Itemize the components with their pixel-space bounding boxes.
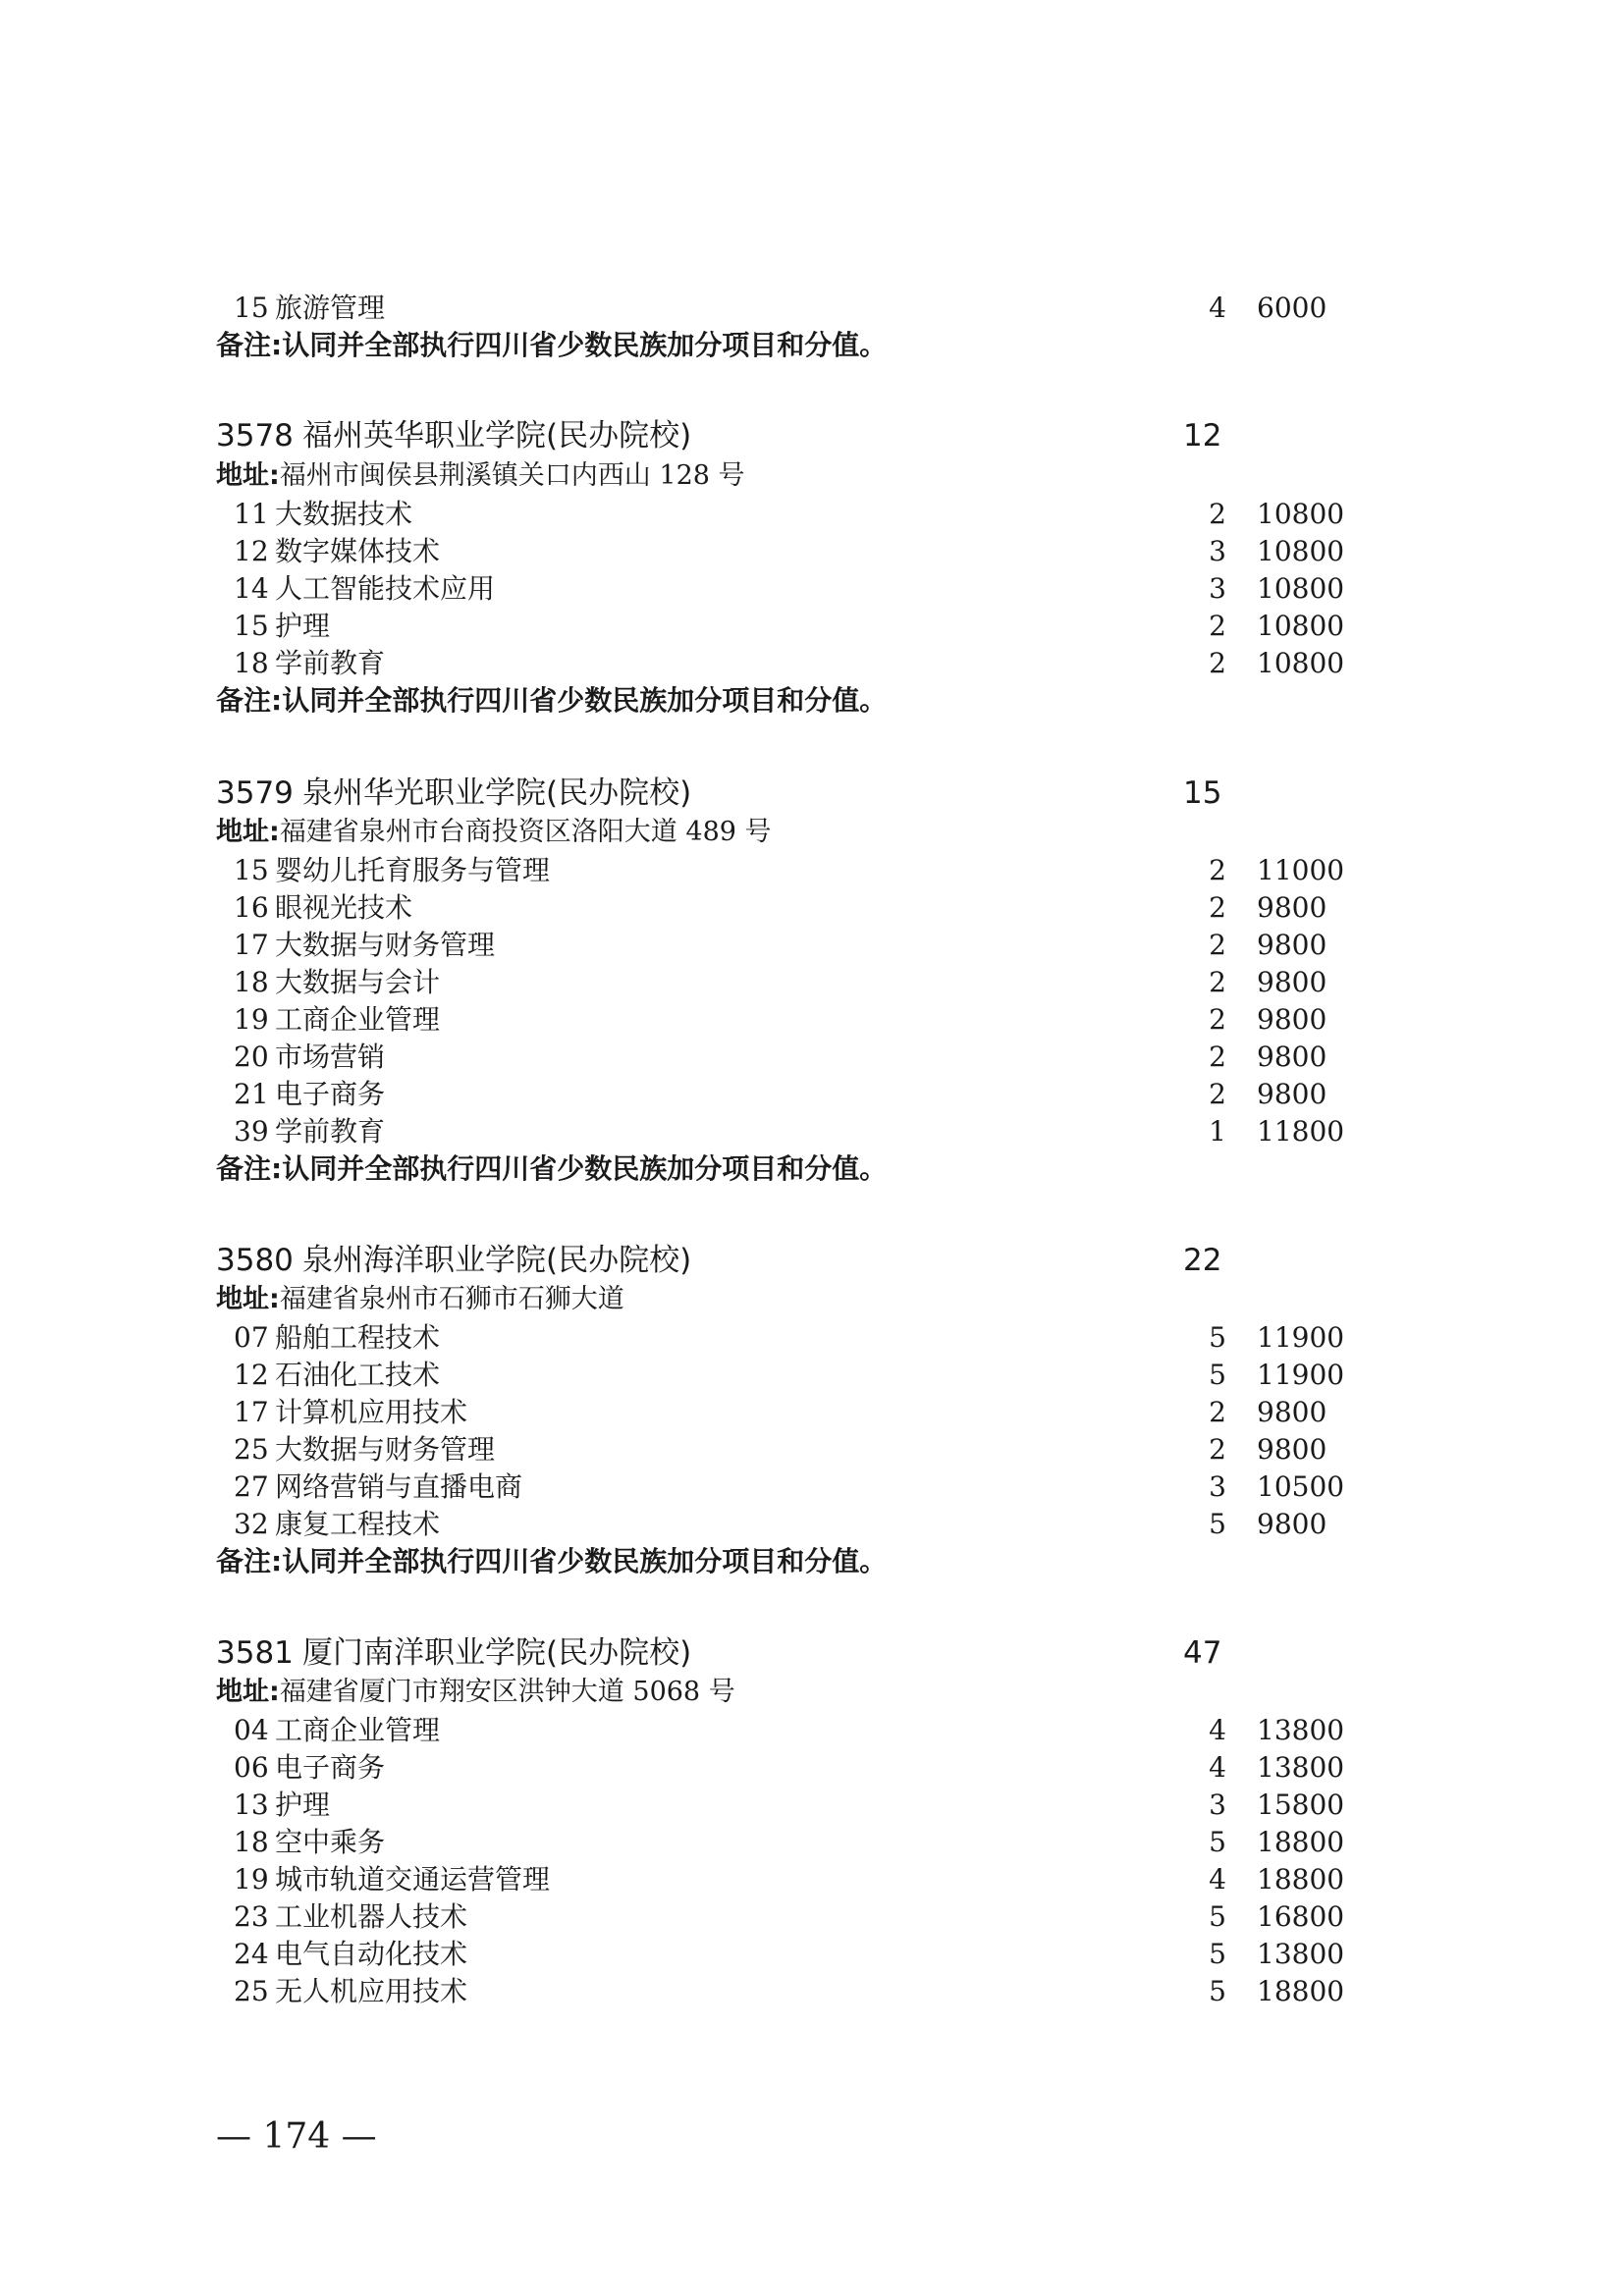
major-code: 32 [234,1508,269,1540]
major-name: 工业机器人技术 [275,1900,468,1933]
major-count: 2 [1209,1433,1226,1466]
major-count: 4 [1209,1714,1226,1746]
major-count: 3 [1209,535,1226,567]
address-text: 福建省厦门市翔安区洪钟大道 5068 号 [279,1677,735,1707]
major-fee: 9800 [1257,966,1327,998]
major-name: 船舶工程技术 [275,1321,441,1354]
major-name: 学前教育 [275,647,386,679]
major-count: 2 [1209,610,1226,642]
major-count: 4 [1209,1863,1226,1896]
major-code: 16 [234,891,269,924]
major-name: 电子商务 [275,1751,386,1784]
major-row [216,1112,1345,1151]
major-fee: 9800 [1257,1003,1327,1036]
major-count: 3 [1209,1789,1226,1821]
major-code: 25 [234,1433,269,1466]
major-fee: 9800 [1257,1433,1327,1466]
address-line [216,1280,624,1319]
major-count: 2 [1209,891,1226,924]
major-row [216,1038,1345,1077]
page-number: — 174 — [216,2116,377,2157]
major-fee: 13800 [1257,1751,1345,1784]
major-row [216,851,1345,890]
major-count: 2 [1209,966,1226,998]
major-name: 城市轨道交通运营管理 [275,1863,551,1896]
major-code: 15 [234,610,269,642]
major-row [216,1505,1345,1544]
major-fee: 10800 [1257,610,1345,642]
major-name: 计算机应用技术 [275,1396,468,1428]
major-count: 2 [1209,647,1226,679]
major-row [216,532,1345,571]
major-fee: 15800 [1257,1789,1345,1821]
major-fee: 9800 [1257,1078,1327,1110]
major-name: 石油化工技术 [275,1359,441,1391]
major-name: 电气自动化技术 [275,1938,468,1970]
major-code: 12 [234,1359,269,1391]
school-total: 47 [1183,1635,1222,1671]
remark-line [216,681,887,721]
major-fee: 10800 [1257,498,1345,530]
major-name: 学前教育 [275,1115,386,1148]
major-row [216,644,1345,683]
school-name: 泉州华光职业学院(民办院校) [302,775,692,811]
major-code: 27 [234,1470,269,1503]
major-name: 康复工程技术 [275,1508,441,1540]
major-name: 大数据与财务管理 [275,1433,496,1466]
address-label: 地址: [216,460,280,491]
major-count: 5 [1209,1508,1226,1540]
remark-label: 备注: [216,684,283,717]
school-total: 22 [1183,1243,1222,1278]
school-header [216,412,1345,459]
major-code: 04 [234,1714,269,1746]
major-fee: 9800 [1257,1508,1327,1540]
major-count: 2 [1209,1003,1226,1036]
major-code: 17 [234,1396,269,1428]
major-count: 5 [1209,1900,1226,1933]
major-code: 07 [234,1321,269,1354]
remark-text: 认同并全部执行四川省少数民族加分项目和分值。 [282,1152,888,1185]
remark-text: 认同并全部执行四川省少数民族加分项目和分值。 [282,329,888,361]
major-name: 护理 [275,610,331,642]
major-name: 婴幼儿托育服务与管理 [275,854,551,886]
major-name: 工商企业管理 [275,1714,441,1746]
address-label: 地址: [216,1284,280,1314]
major-name: 电子商务 [275,1078,386,1110]
major-fee: 9800 [1257,1396,1327,1428]
major-count: 3 [1209,572,1226,605]
major-row [216,888,1345,928]
major-code: 18 [234,647,269,679]
major-count: 5 [1209,1826,1226,1858]
address-text: 福州市闽侯县荆溪镇关口内西山 128 号 [279,460,745,491]
major-name: 眼视光技术 [275,891,413,924]
major-count: 2 [1209,498,1226,530]
major-row [216,1393,1345,1432]
major-row [216,1786,1345,1825]
major-count: 2 [1209,1396,1226,1428]
major-name: 市场营销 [275,1041,386,1073]
address-line [216,456,745,496]
major-row [216,1897,1345,1937]
major-count: 5 [1209,1938,1226,1970]
major-fee: 10800 [1257,572,1345,605]
address-line [216,813,772,852]
major-row [216,1318,1345,1358]
major-name: 无人机应用技术 [275,1975,468,2007]
major-row [216,1468,1345,1507]
major-code: 39 [234,1115,269,1148]
school-header [216,1237,1345,1284]
major-fee: 10800 [1257,535,1345,567]
school-total: 15 [1183,775,1222,811]
major-count: 4 [1209,1751,1226,1784]
major-row [216,495,1345,534]
major-row [216,1000,1345,1040]
major-fee: 9800 [1257,891,1327,924]
major-row [216,1711,1345,1750]
major-fee: 6000 [1257,292,1327,324]
address-label: 地址: [216,817,280,847]
remark-text: 认同并全部执行四川省少数民族加分项目和分值。 [282,1545,888,1577]
remark-line [216,326,887,365]
address-label: 地址: [216,1677,280,1707]
major-name: 工商企业管理 [275,1003,441,1036]
school-code: 3578 [216,418,294,454]
major-code: 14 [234,572,269,605]
major-name: 人工智能技术应用 [275,572,496,605]
remark-text: 认同并全部执行四川省少数民族加分项目和分值。 [282,684,888,717]
major-row [216,1356,1345,1395]
major-code: 15 [234,854,269,886]
remark-label: 备注: [216,1545,283,1577]
major-fee: 11900 [1257,1321,1345,1354]
major-row [216,1860,1345,1899]
school-name: 厦门南洋职业学院(民办院校) [302,1635,692,1671]
major-fee: 13800 [1257,1938,1345,1970]
major-fee: 16800 [1257,1900,1345,1933]
major-code: 11 [234,498,269,530]
major-code: 24 [234,1938,269,1970]
remark-line [216,1542,887,1581]
major-code: 12 [234,535,269,567]
major-row [216,607,1345,646]
major-row [216,1430,1345,1469]
major-name: 大数据与会计 [275,966,441,998]
major-fee: 9800 [1257,1041,1327,1073]
major-code: 18 [234,1826,269,1858]
major-count: 5 [1209,1975,1226,2007]
major-count: 1 [1209,1115,1226,1148]
major-code: 13 [234,1789,269,1821]
major-code: 19 [234,1863,269,1896]
major-row [216,1972,1345,2011]
major-code: 17 [234,929,269,961]
major-name: 大数据技术 [275,498,413,530]
major-fee: 18800 [1257,1826,1345,1858]
school-code: 3579 [216,775,294,811]
school-code: 3581 [216,1635,294,1671]
major-fee: 10800 [1257,647,1345,679]
school-total: 12 [1183,418,1222,454]
major-row [216,1748,1345,1788]
major-row [216,1935,1345,1974]
remark-label: 备注: [216,1152,283,1185]
major-row [216,963,1345,1002]
major-name: 网络营销与直播电商 [275,1470,523,1503]
school-header [216,1629,1345,1677]
major-count: 2 [1209,854,1226,886]
major-row [216,289,1345,328]
school-code: 3580 [216,1243,294,1278]
major-count: 3 [1209,1470,1226,1503]
address-text: 福建省泉州市石狮市石狮大道 [279,1284,624,1314]
major-code: 19 [234,1003,269,1036]
school-name: 福州英华职业学院(民办院校) [302,418,692,454]
address-text: 福建省泉州市台商投资区洛阳大道 489 号 [279,817,772,847]
major-name: 旅游管理 [275,292,386,324]
school-name: 泉州海洋职业学院(民办院校) [302,1243,692,1278]
major-code: 06 [234,1751,269,1784]
major-row [216,926,1345,965]
address-line [216,1673,735,1712]
remark-label: 备注: [216,329,283,361]
major-fee: 11900 [1257,1359,1345,1391]
major-count: 5 [1209,1359,1226,1391]
major-code: 25 [234,1975,269,2007]
major-fee: 10500 [1257,1470,1345,1503]
major-code: 15 [234,292,269,324]
major-count: 2 [1209,929,1226,961]
major-name: 数字媒体技术 [275,535,441,567]
major-row [216,1823,1345,1862]
remark-line [216,1149,887,1189]
major-row [216,1075,1345,1114]
major-fee: 11800 [1257,1115,1345,1148]
major-fee: 18800 [1257,1975,1345,2007]
major-count: 2 [1209,1078,1226,1110]
major-row [216,569,1345,609]
major-code: 21 [234,1078,269,1110]
major-count: 5 [1209,1321,1226,1354]
major-name: 护理 [275,1789,331,1821]
major-count: 2 [1209,1041,1226,1073]
major-fee: 11000 [1257,854,1345,886]
major-fee: 9800 [1257,929,1327,961]
major-code: 18 [234,966,269,998]
major-code: 20 [234,1041,269,1073]
major-name: 大数据与财务管理 [275,929,496,961]
major-name: 空中乘务 [275,1826,386,1858]
major-fee: 18800 [1257,1863,1345,1896]
major-fee: 13800 [1257,1714,1345,1746]
major-code: 23 [234,1900,269,1933]
major-count: 4 [1209,292,1226,324]
school-header [216,770,1345,817]
